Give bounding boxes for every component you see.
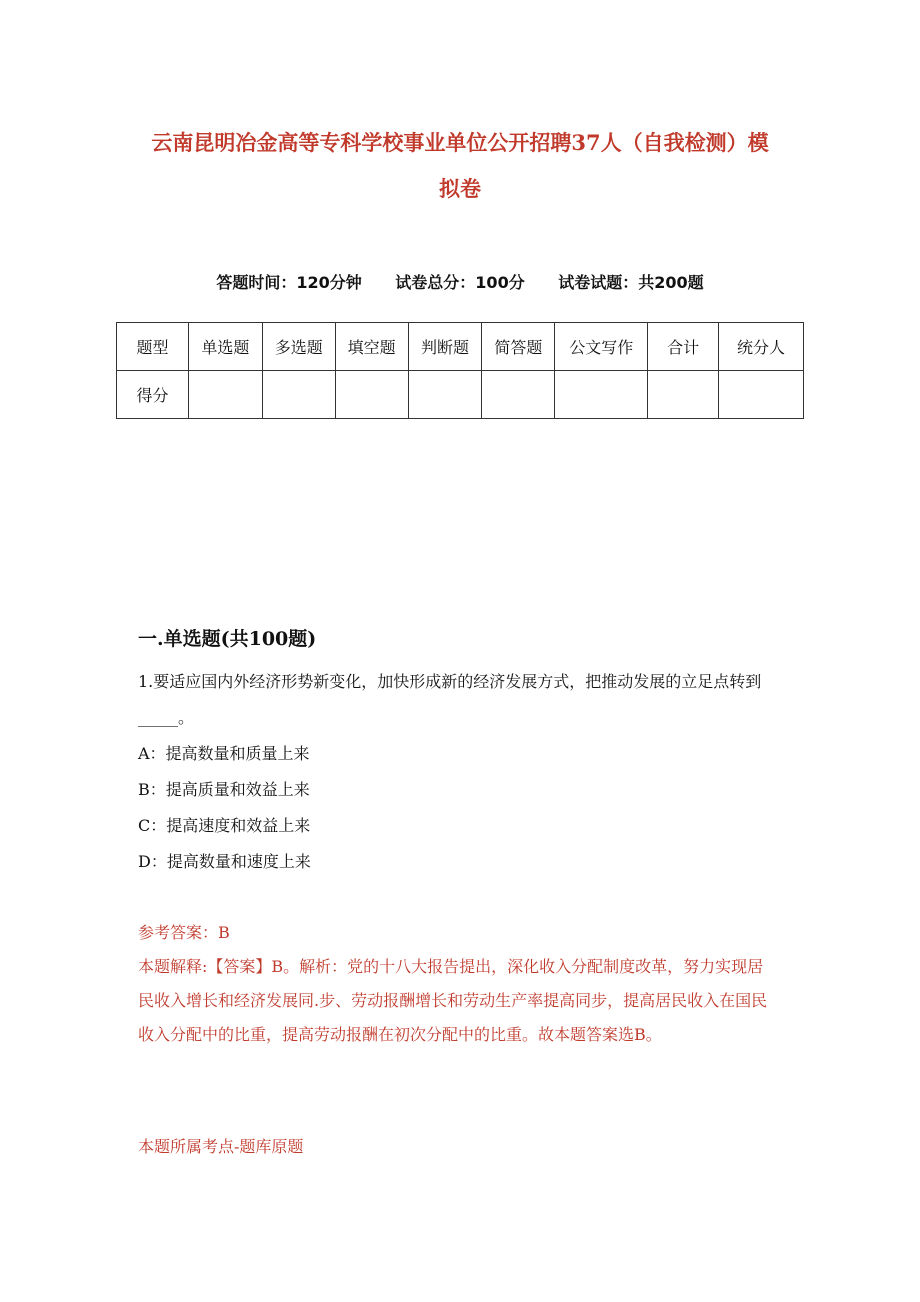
score-cell bbox=[648, 371, 719, 419]
score-cell bbox=[335, 371, 408, 419]
score-cell bbox=[188, 371, 262, 419]
table-header-cell: 统分人 bbox=[719, 323, 804, 371]
option-b: B：提高质量和效益上来 bbox=[138, 780, 310, 799]
score-cell bbox=[262, 371, 335, 419]
table-header-cell: 多选题 bbox=[262, 323, 335, 371]
score-cell bbox=[719, 371, 804, 419]
table-header-cell: 判断题 bbox=[408, 323, 482, 371]
exam-time: 答题时间：120分钟 bbox=[216, 273, 362, 292]
score-table bbox=[116, 322, 804, 419]
score-table-score-row bbox=[117, 371, 804, 419]
score-cell bbox=[555, 371, 648, 419]
table-header-cell: 填空题 bbox=[335, 323, 408, 371]
score-cell bbox=[408, 371, 482, 419]
table-header-cell: 题型 bbox=[117, 323, 189, 371]
document-title bbox=[100, 120, 820, 212]
table-row-label: 得分 bbox=[117, 371, 189, 419]
score-table-header-row bbox=[117, 323, 804, 371]
question-stem: 1.要适应国内外经济形势新变化，加快形成新的经济发展方式，把推动发展的立足点转到_____。 bbox=[138, 672, 762, 727]
question-block bbox=[138, 664, 778, 880]
exam-total-score: 试卷总分：100分 bbox=[395, 273, 525, 292]
title-line-2: 拟卷 bbox=[439, 176, 481, 201]
answer-explanation: 本题解释:【答案】B。解析：党的十八大报告提出，深化收入分配制度改革，努力实现居民收入增长和经济发展同.步、劳动报酬增长和劳动生产率提高同步，提高居民收入在国民收入分配中的比重，提高劳动报酬在初次分配中的比重。故本题答案选B。 bbox=[138, 957, 768, 1044]
option-c: C：提高速度和效益上来 bbox=[138, 816, 311, 835]
section-heading: 一.单选题(共100题) bbox=[138, 628, 317, 650]
table-header-cell: 简答题 bbox=[482, 323, 555, 371]
option-a: A：提高数量和质量上来 bbox=[138, 744, 310, 763]
table-header-cell: 公文写作 bbox=[555, 323, 648, 371]
answer-block bbox=[138, 916, 778, 1052]
table-header-cell: 单选题 bbox=[188, 323, 262, 371]
title-line-1: 云南昆明冶金高等专科学校事业单位公开招聘37人（自我检测）模 bbox=[151, 130, 769, 155]
exam-point: 本题所属考点-题库原题 bbox=[138, 1137, 304, 1156]
exam-info bbox=[0, 270, 920, 293]
score-cell bbox=[482, 371, 555, 419]
reference-answer: 参考答案：B bbox=[138, 923, 230, 942]
option-d: D：提高数量和速度上来 bbox=[138, 852, 311, 871]
exam-total-questions: 试卷试题：共200题 bbox=[558, 273, 704, 292]
table-header-cell: 合计 bbox=[648, 323, 719, 371]
